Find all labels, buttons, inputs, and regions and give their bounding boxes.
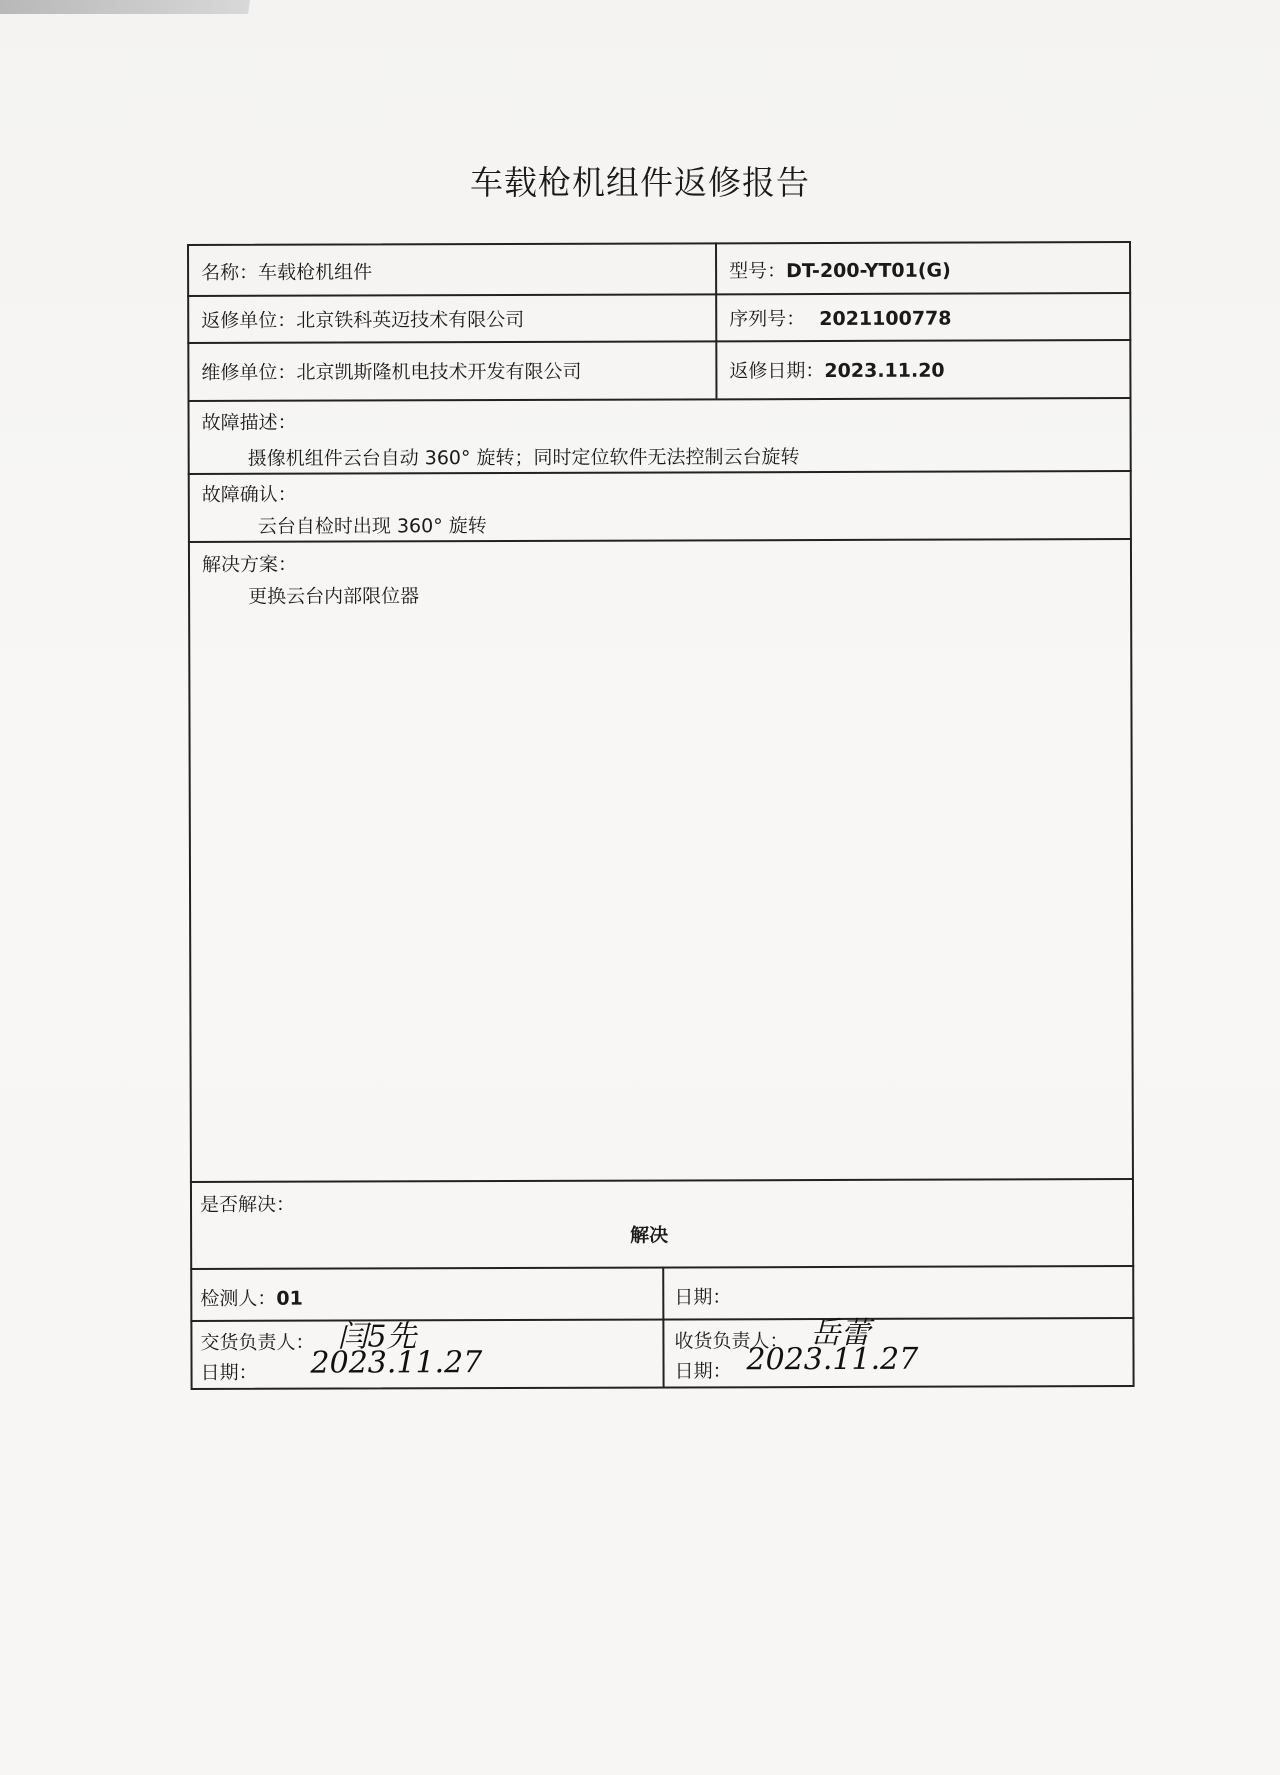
serial-field: [729, 304, 951, 332]
inspector-label: 检测人：: [200, 1287, 277, 1310]
resolved-label: 是否解决：: [199, 1193, 296, 1216]
delivery-person-label: 交货负责人：: [200, 1331, 315, 1354]
receipt-signature: 岳蕾: [810, 1315, 871, 1352]
return-unit-value: 北京铁科英迈技术有限公司: [296, 308, 525, 332]
receipt-date-handwritten: 2023.11.27: [746, 1341, 919, 1378]
fault-confirm-label: 故障确认：: [201, 483, 297, 506]
return-unit-label: 返修单位：: [201, 309, 297, 332]
receipt-date-label: 日期：: [674, 1360, 732, 1383]
report-title: 车载枪机组件返修报告: [470, 163, 810, 202]
name-label: 名称：: [201, 261, 259, 284]
serial-label: 序列号：: [729, 308, 806, 331]
model-field: [729, 256, 951, 284]
name-field: [201, 257, 372, 285]
return-date-label: 返修日期：: [729, 359, 825, 383]
form-border: [187, 241, 1135, 1390]
delivery-signature: 闫5先: [337, 1319, 417, 1355]
model-label: 型号：: [729, 260, 787, 283]
scan-edge-shadow: [0, 0, 250, 14]
fault-confirm-value: 云台自检时出现 360° 旋转: [257, 515, 487, 538]
return-unit-field: [201, 305, 524, 333]
inspect-date-field: [674, 1282, 731, 1309]
serial-value: 2021100778: [819, 307, 952, 331]
fault-description-label: 故障描述：: [201, 411, 297, 434]
inspector-field: [200, 1284, 303, 1311]
column-divider: [662, 1267, 664, 1389]
return-date-value: 2023.11.20: [824, 359, 945, 382]
delivery-date-handwritten: 2023.11.27: [310, 1345, 483, 1381]
solution-value: 更换云台内部限位器: [248, 585, 420, 608]
receipt-person-label: 收货负责人：: [674, 1330, 789, 1353]
repair-unit-field: [201, 357, 581, 385]
inspect-date-label: 日期：: [674, 1286, 732, 1309]
report-form: [187, 241, 1135, 1390]
repair-unit-label: 维修单位：: [201, 361, 297, 384]
return-date-field: [729, 356, 944, 384]
inspector-value: 01: [276, 1287, 303, 1310]
model-value: DT-200-YT01(G): [786, 259, 951, 283]
solution-label: 解决方案：: [201, 553, 298, 576]
delivery-date-label: 日期：: [200, 1361, 258, 1384]
fault-description-value: 摄像机组件云台自动 360° 旋转；同时定位软件无法控制云台旋转: [247, 446, 800, 470]
repair-unit-value: 北京凯斯隆机电技术开发有限公司: [296, 360, 582, 384]
resolved-value: 解决: [630, 1224, 669, 1247]
name-value: 车载枪机组件: [258, 261, 373, 284]
